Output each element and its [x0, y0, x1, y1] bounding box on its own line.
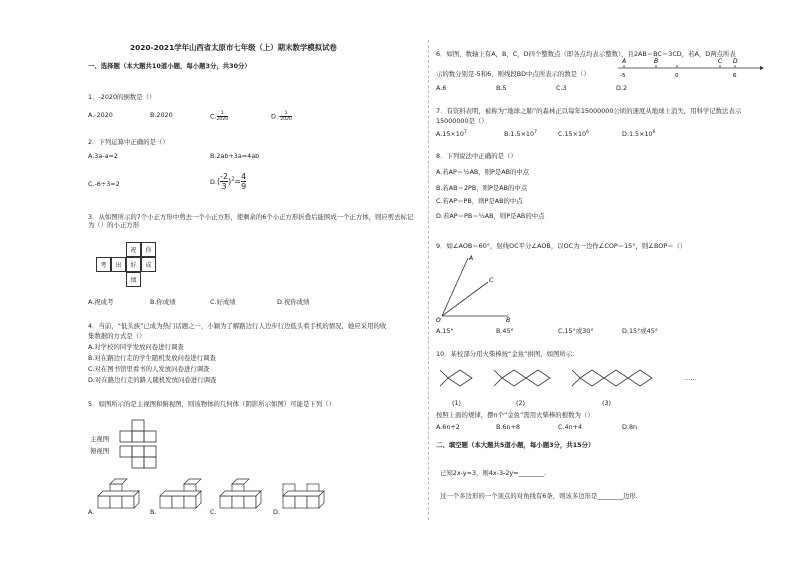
q6-option-b: B.5 — [496, 84, 507, 92]
section-1-heading: 一、选择题（本大题共10道小题，每小题3分，共30分） — [88, 62, 251, 70]
q2-option-a: A.3a-a=2 — [88, 152, 118, 160]
q7-option-d: $D.1.5\times 10^6$ — [622, 130, 656, 139]
q6-tick-neg5: -5 — [620, 73, 626, 79]
q3-cell-hao: 好 — [126, 257, 141, 272]
q5-top-view-label: 俯视图 — [90, 447, 110, 455]
right-column — [436, 0, 766, 562]
q1-option-d: D.- $\frac{1}{2020}$ — [271, 111, 292, 122]
q4-stem-line2: 集数据的方式是（） — [88, 332, 146, 340]
q3-cell-ji: 绩 — [126, 272, 141, 287]
q8-option-c: C.若AP＝PB，则P是AB的中点 — [436, 197, 523, 205]
q6-option-d: D.2 — [616, 84, 628, 92]
q3-option-a: A.祝成考 — [88, 298, 114, 306]
q2-stem: 2．下列运算中正确的是（） — [88, 138, 169, 146]
q3-cell-kao: 考 — [96, 257, 111, 272]
q1-option-c: C. $\frac{1}{2020}$ — [210, 111, 229, 122]
q1-option-a: A.-2020 — [88, 111, 113, 119]
q10-option-a: A.6n+2 — [436, 423, 460, 431]
q6-label-b: B — [654, 58, 659, 65]
q10-fig-2-label: (2) — [516, 399, 526, 407]
q3-cell-cheng: 成 — [141, 257, 156, 272]
q9-option-c: C.15°或30° — [558, 327, 594, 335]
left-column — [88, 0, 420, 562]
q6-option-a: A.6 — [436, 84, 447, 92]
q12-text: 过一个多边形的一个顶点的对角线有6条，则该多边形是________边形. — [440, 492, 638, 500]
q1-stem: 1．-2020的倒数是（） — [88, 93, 156, 101]
q4-option-a: A.对学校的同学发放问卷进行调查 — [88, 343, 184, 351]
q9-option-d: D.15°或45° — [622, 327, 658, 335]
q3-option-c: C.好成绩 — [210, 298, 236, 306]
q10-stem: 10．某校部分用火柴棒按“金鱼”拼图，如图所示： — [436, 350, 579, 358]
q4-option-c: C.对在图书馆里看书的人发放问卷进行调查 — [88, 365, 210, 373]
q7-option-c: $C.15\times 10^6$ — [558, 130, 589, 139]
q5-option-b: B. — [150, 508, 157, 516]
q9-option-a: A.15° — [436, 327, 454, 335]
q6-label-c: C — [718, 58, 723, 65]
q9-label-b: B — [506, 317, 511, 322]
q10-option-c: C.4n+4 — [558, 423, 583, 431]
q5-solid-c — [216, 474, 270, 514]
q9-stem: 9．如∠AOB＝60°，射线OC平分∠AOB，以OC为一边作∠COP＝15°，则∠BOP＝（） — [436, 242, 687, 250]
q6-label-d: D — [733, 58, 738, 65]
section-2-heading: 二、填空题（本大题共5道小题，每小题3分，共15分） — [436, 441, 595, 449]
q8-stem: 8．下列说法中正确的是（） — [436, 152, 517, 160]
q4-option-d: D.对在路边行走的路人随机发放问卷进行调查 — [88, 376, 217, 384]
q1-option-b: B.2020 — [150, 111, 173, 119]
q9-angle-figure — [436, 252, 516, 322]
q5-stem: 5．如图所示的是主视图和俯视图，则该物体的几何体（阴影所示如图）可能是下列（） — [88, 400, 335, 408]
q5-solid-d — [279, 474, 333, 514]
q3-stem: 3．从如图所示的7个小正方形中剪去一个小正方形，使剩余的6个小正方形折叠后能围成一个正方体，则应剪去标记为（）的小正方形 — [88, 213, 414, 229]
q10-option-b: B.6n+8 — [496, 423, 520, 431]
q7-stem-line2: 15000000是（） — [436, 117, 488, 125]
q5-solid-b — [156, 474, 208, 514]
q5-front-view-label: 主视图 — [90, 435, 110, 443]
column-divider — [428, 40, 429, 520]
q4-stem-line1: 4．当前，“低头族”已成为热门话题之一，小颖为了解路边行人边步行边低头看手机的情况，她应采用的收 — [88, 322, 387, 330]
q5-views-figure — [116, 418, 166, 470]
q9-label-a: A — [469, 255, 474, 262]
q7-stem-line1: 7．有资料表明，被称为“地球之肺”的森林正以每年15000000公顷的速度从地球上消失，用科学记数法表示 — [436, 107, 742, 115]
q6-stem-line2: 示的数分别是-5和6，则线段BD中点所表示的数是（） — [436, 70, 590, 78]
q2-option-c: C.-6÷3=2 — [88, 180, 120, 188]
q10-option-d: D.8n — [622, 423, 638, 431]
q10-ellipsis: …… — [684, 374, 697, 382]
q7-option-a: $A.15\times 10^7$ — [436, 130, 467, 139]
q8-option-d: D.若AP＝PB＝½AB，则P是AB的中点 — [436, 212, 545, 220]
q10-fig-1-label: (1) — [452, 399, 462, 407]
q5-option-a: A. — [88, 508, 95, 516]
q8-option-b: B.若AB＝2PB，则P是AB的中点 — [436, 184, 528, 192]
q6-tick-0: 0 — [675, 73, 679, 79]
q3-cell-ni: 你 — [141, 242, 156, 257]
q5-option-d: D. — [273, 508, 280, 516]
q3-option-d: D.祝你成绩 — [277, 298, 310, 306]
q2-option-b: B.2ab+3a=4ab — [210, 152, 260, 160]
q5-solid-a — [94, 474, 146, 514]
q5-option-c: C. — [210, 508, 217, 516]
q10-fig-3-label: (3) — [602, 399, 612, 407]
q6-tick-6: 6 — [733, 73, 737, 79]
q3-cell-chu: 出 — [111, 257, 126, 272]
q11-text: 已知2x-y=3，则4x-3-2y=________. — [440, 469, 547, 477]
q10-stem2: 按照上面的规律，摆n个“金鱼”需用火柴棒的根数为（） — [436, 411, 594, 419]
q9-label-o: O — [436, 317, 441, 322]
q6-stem-line1: 6．如图，数轴上有A，B，C，D四个整数点（即各点均表示整数），且2AB＝BC＝3CD，若A，D两点所表 — [436, 50, 736, 58]
exam-title: 2020-2021学年山西省太原市七年级（上）期末数学模拟试卷 — [130, 43, 337, 52]
q2-option-d: D.( $\frac{-2}{3}$ )$^2$= $\frac{4}{9}$ — [210, 172, 247, 191]
q6-number-line — [616, 56, 766, 80]
q7-option-b: $B.1.5\times 10^7$ — [504, 130, 537, 139]
q3-cell-zhu: 祝 — [126, 242, 141, 257]
q8-option-a: A.若AP＝½AB，则P是AB的中点 — [436, 168, 530, 176]
q9-option-b: B.45° — [496, 327, 514, 335]
q4-option-b: B.对在路边行走的学生随机发放问卷进行调查 — [88, 354, 216, 362]
q6-label-a: A — [622, 58, 627, 65]
q6-option-c: C.3 — [556, 84, 567, 92]
q3-option-b: B.你成绩 — [150, 298, 176, 306]
q9-label-c: C — [489, 277, 494, 284]
